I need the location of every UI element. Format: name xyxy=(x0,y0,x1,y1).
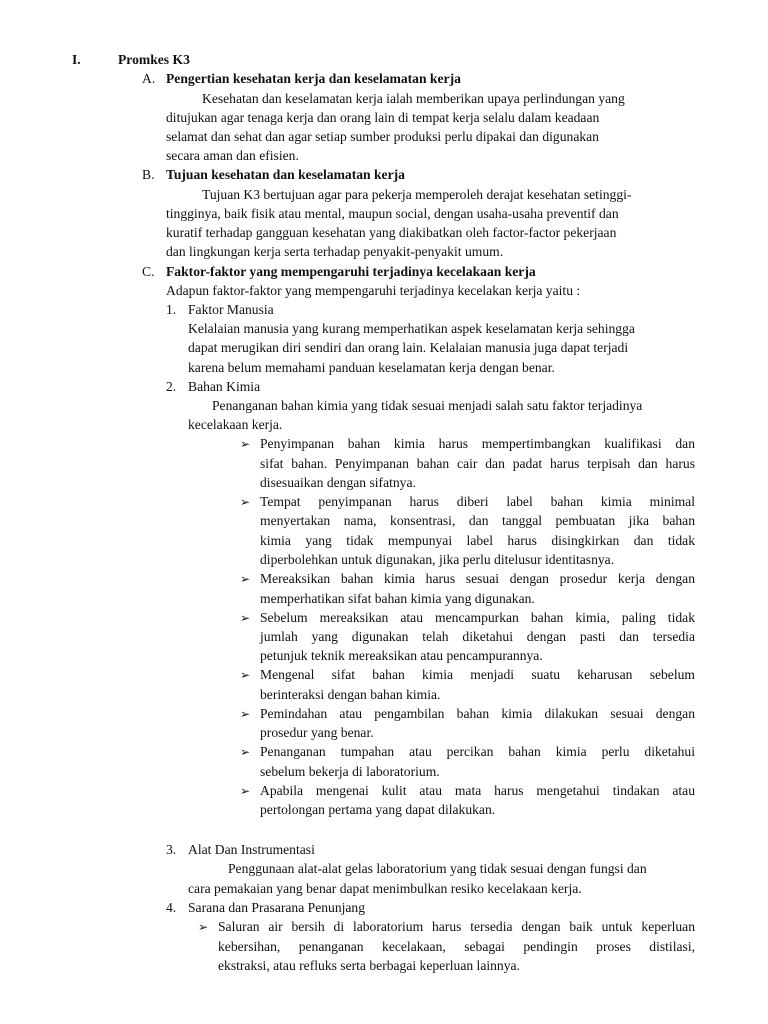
sub-a-label: A. xyxy=(142,71,156,86)
bullet-line: Pemindahan atau pengambilan bahan kimia dilakukan sesuai dengan xyxy=(260,706,695,721)
bullet-line: Mereaksikan bahan kimia harus sesuai dengan prosedur kerja dengan xyxy=(260,571,695,586)
bullet-line: disesuaikan dengan sifatnya. xyxy=(260,475,416,490)
bullet-line: diperbolehkan untuk digunakan, jika perlu ditelusur identitasnya. xyxy=(260,552,615,567)
item-1-line: karena belum memahami panduan keselamatan kerja dengan benar. xyxy=(188,360,555,375)
bullet-line: Mengenal sifat bahan kimia menjadi suatu keharusan sebelum xyxy=(260,667,695,682)
arrow-bullet-icon: ➢ xyxy=(198,920,209,934)
arrow-bullet-icon: ➢ xyxy=(240,572,251,586)
section-title: Promkes K3 xyxy=(118,52,190,67)
sub-b-line: dan lingkungan kerja serta terhadap penyakit-penyakit umum. xyxy=(166,244,504,259)
section-numeral: I. xyxy=(72,52,81,67)
sub-c-heading: Faktor-faktor yang mempengaruhi terjadinya kecelakaan kerja xyxy=(166,264,536,279)
sub-b-heading: Tujuan kesehatan dan keselamatan kerja xyxy=(166,167,405,182)
item-1-line: Kelalaian manusia yang kurang memperhatikan aspek keselamatan kerja sehingga xyxy=(188,321,635,336)
sub-b-line: kuratif terhadap gangguan kesehatan yang diakibatkan oleh factor-factor pekerjaan xyxy=(166,225,617,240)
sub-c-intro: Adapun faktor-faktor yang mempengaruhi terjadinya kecelakan kerja yaitu : xyxy=(166,283,581,298)
sub-a-line: selamat dan sehat dan agar setiap sumber produksi perlu dipakai dan digunakan xyxy=(166,129,599,144)
bullet-line: kebersihan, penanganan kecelakaan, sebagai pendingin proses distilasi, xyxy=(218,939,695,954)
bullet-line: sifat bahan. Penyimpanan bahan cair dan padat harus terpisah dan harus xyxy=(260,456,695,471)
bullet-line: Sebelum mereaksikan atau mencampurkan bahan kimia, paling tidak xyxy=(260,610,695,625)
arrow-bullet-icon: ➢ xyxy=(240,437,251,451)
item-3-title: Alat Dan Instrumentasi xyxy=(188,842,315,857)
bullet-line: Penyimpanan bahan kimia harus mempertimbangkan kualifikasi dan xyxy=(260,436,695,451)
sub-b-line: tingginya, baik fisik atau mental, maupun social, dengan usaha-usaha preventif dan xyxy=(166,206,619,221)
sub-a-line: Kesehatan dan keselamatan kerja ialah memberikan upaya perlindungan yang xyxy=(202,91,625,106)
sub-a-line: secara aman dan efisien. xyxy=(166,148,299,163)
arrow-bullet-icon: ➢ xyxy=(240,745,251,759)
sub-a-line: ditujukan agar tenaga kerja dan orang lain di tempat kerja selalu dalam keadaan xyxy=(166,110,600,125)
bullet-line: sebelum bekerja di laboratorium. xyxy=(260,764,440,779)
sub-b-line: Tujuan K3 bertujuan agar para pekerja memperoleh derajat kesehatan setinggi- xyxy=(202,187,632,202)
arrow-bullet-icon: ➢ xyxy=(240,784,251,798)
item-1-title: Faktor Manusia xyxy=(188,302,274,317)
item-1-number: 1. xyxy=(166,302,177,317)
arrow-bullet-icon: ➢ xyxy=(240,611,251,625)
sub-a-heading: Pengertian kesehatan kerja dan keselamatan kerja xyxy=(166,71,461,86)
item-3-number: 3. xyxy=(166,842,177,857)
item-2-line: kecelakaan kerja. xyxy=(188,417,283,432)
item-1-line: dapat merugikan diri sendiri dan orang lain. Kelalaian manusia juga dapat terjadi xyxy=(188,340,629,355)
bullet-line: memperhatikan sifat bahan kimia yang digunakan. xyxy=(260,591,535,606)
bullet-line: pertolongan pertama yang dapat dilakukan. xyxy=(260,802,496,817)
sub-c-label: C. xyxy=(142,264,155,279)
arrow-bullet-icon: ➢ xyxy=(240,668,251,682)
bullet-line: jumlah yang digunakan telah diketahui dengan pasti dan tersedia xyxy=(260,629,695,644)
bullet-line: Penanganan tumpahan atau percikan bahan kimia perlu diketahui xyxy=(260,744,695,759)
item-4-number: 4. xyxy=(166,900,177,915)
item-2-title: Bahan Kimia xyxy=(188,379,261,394)
bullet-line: kimia yang tidak mempunyai label harus disingkirkan dan tidak xyxy=(260,533,695,548)
bullet-line: Apabila mengenai kulit atau mata harus mengetahui tindakan atau xyxy=(260,783,695,798)
bullet-line: prosedur yang benar. xyxy=(260,725,374,740)
bullet-line: ekstraksi, atau refluks serta berbagai keperluan lainnya. xyxy=(218,958,520,973)
item-3-line: cara pemakaian yang benar dapat menimbulkan resiko kecelakaan kerja. xyxy=(188,881,582,896)
bullet-line: menyertakan nama, konsentrasi, dan tanggal pembuatan jika bahan xyxy=(260,513,695,528)
bullet-line: Tempat penyimpanan harus diberi label bahan kimia minimal xyxy=(260,494,695,509)
item-4-title: Sarana dan Prasarana Penunjang xyxy=(188,900,366,915)
arrow-bullet-icon: ➢ xyxy=(240,707,251,721)
arrow-bullet-icon: ➢ xyxy=(240,495,251,509)
item-2-number: 2. xyxy=(166,379,177,394)
item-3-line: Penggunaan alat-alat gelas laboratorium yang tidak sesuai dengan fungsi dan xyxy=(228,861,647,876)
bullet-line: berinteraksi dengan bahan kimia. xyxy=(260,687,441,702)
item-2-line: Penanganan bahan kimia yang tidak sesuai menjadi salah satu faktor terjadinya xyxy=(212,398,643,413)
bullet-line: Saluran air bersih di laboratorium harus tersedia dengan baik untuk keperluan xyxy=(218,919,695,934)
sub-b-label: B. xyxy=(142,167,155,182)
bullet-line: petunjuk teknik mereaksikan atau pencampurannya. xyxy=(260,648,543,663)
